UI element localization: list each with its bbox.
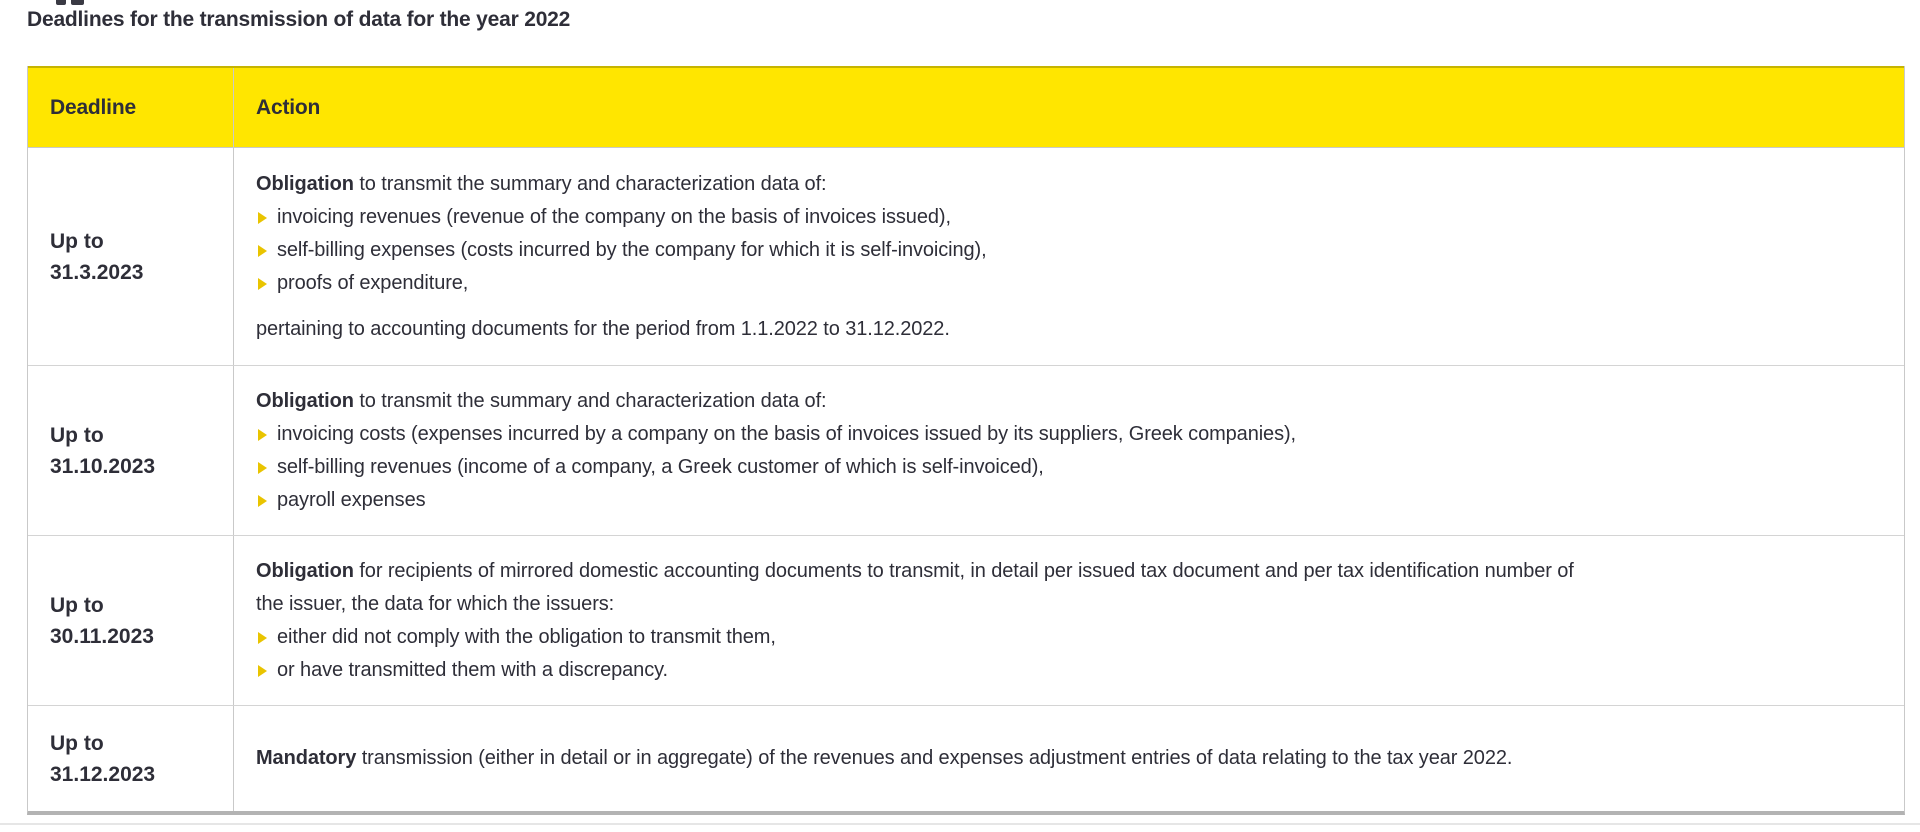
- triangle-bullet-icon: [258, 245, 267, 257]
- page-fold-line: [0, 823, 1920, 825]
- action-cell: [234, 366, 1904, 535]
- action-lead-text: transmission (either in detail or in aggregate) of the revenues and expenses adjustment entries of data relating to the tax year 2022.: [356, 747, 1513, 769]
- table-row: [28, 365, 1904, 535]
- action-lead: [256, 168, 1574, 201]
- action-bullet-list: [256, 621, 1574, 687]
- action-lead: [256, 385, 1574, 418]
- deadlines-table: [27, 66, 1905, 815]
- triangle-bullet-icon: [258, 632, 267, 644]
- column-header-deadline: Deadline: [28, 68, 234, 147]
- action-lead-text: to transmit the summary and characterization data of:: [353, 389, 827, 412]
- deadline-prefix: Up to: [50, 593, 104, 617]
- action-cell: [234, 706, 1904, 811]
- bullet-item: [256, 234, 1574, 267]
- action-lead-bold: Mandatory: [256, 747, 357, 769]
- bullet-text: self-billing expenses (costs incurred by the company for which it is self-invoicing),: [277, 238, 987, 261]
- deadline-date: 31.10.2023: [50, 454, 156, 478]
- bullet-item: [256, 621, 1574, 654]
- deadline-date: 31.3.2023: [50, 260, 144, 284]
- triangle-bullet-icon: [258, 495, 267, 507]
- action-lead-text: for recipients of mirrored domestic accounting documents to transmit, in detail per issued tax document and per tax identification number of the issuer, the data for which the issuers:: [256, 559, 1574, 615]
- action-lead-bold: Obligation: [256, 172, 354, 195]
- bullet-item: [256, 418, 1574, 451]
- bullet-text: self-billing revenues (income of a company, a Greek customer of which is self-invoiced),: [277, 455, 1044, 478]
- bullet-item: [256, 451, 1574, 484]
- action-cell: [234, 148, 1904, 365]
- bullet-item: [256, 654, 1574, 687]
- column-header-action: Action: [256, 95, 321, 119]
- bullet-text: invoicing revenues (revenue of the company on the basis of invoices issued),: [277, 205, 951, 228]
- bullet-text: payroll expenses: [277, 488, 426, 511]
- table-header-row: [28, 66, 1904, 148]
- cropped-content-artifact: [56, 0, 84, 5]
- deadline-prefix: Up to: [50, 229, 104, 253]
- action-lead-text: to transmit the summary and characterization data of:: [353, 172, 827, 195]
- table-row: [28, 705, 1904, 811]
- action-lead: [256, 555, 1574, 621]
- deadline-cell: [28, 366, 234, 535]
- page-title: Deadlines for the transmission of data for the year 2022: [27, 8, 571, 31]
- deadline-prefix: Up to: [50, 423, 104, 447]
- deadline-prefix: Up to: [50, 731, 104, 755]
- bullet-text: proofs of expenditure,: [277, 271, 469, 294]
- action-lead-bold: Obligation: [256, 389, 354, 412]
- deadline-cell: [28, 148, 234, 365]
- bullet-item: [256, 484, 1574, 517]
- deadline-cell: [28, 536, 234, 705]
- bullet-item: [256, 267, 1574, 300]
- table-row: [28, 535, 1904, 705]
- triangle-bullet-icon: [258, 665, 267, 677]
- bullet-item: [256, 201, 1574, 234]
- triangle-bullet-icon: [258, 429, 267, 441]
- bullet-text: invoicing costs (expenses incurred by a company on the basis of invoices issued by its suppliers, Greek companies),: [277, 422, 1296, 445]
- table-body: [28, 148, 1904, 811]
- triangle-bullet-icon: [258, 212, 267, 224]
- table-row: [28, 148, 1904, 365]
- action-bullet-list: [256, 201, 1574, 300]
- action-lead: [256, 742, 1574, 775]
- triangle-bullet-icon: [258, 462, 267, 474]
- action-lead-bold: Obligation: [256, 559, 354, 582]
- action-footer: pertaining to accounting documents for the period from 1.1.2022 to 31.12.2022.: [256, 317, 950, 340]
- bullet-text: or have transmitted them with a discrepancy.: [277, 658, 668, 681]
- action-bullet-list: [256, 418, 1574, 517]
- deadline-cell: [28, 706, 234, 811]
- deadline-date: 31.12.2023: [50, 762, 156, 786]
- bullet-text: either did not comply with the obligation to transmit them,: [277, 625, 776, 648]
- action-cell: [234, 536, 1904, 705]
- triangle-bullet-icon: [258, 278, 267, 290]
- deadline-date: 30.11.2023: [50, 624, 154, 648]
